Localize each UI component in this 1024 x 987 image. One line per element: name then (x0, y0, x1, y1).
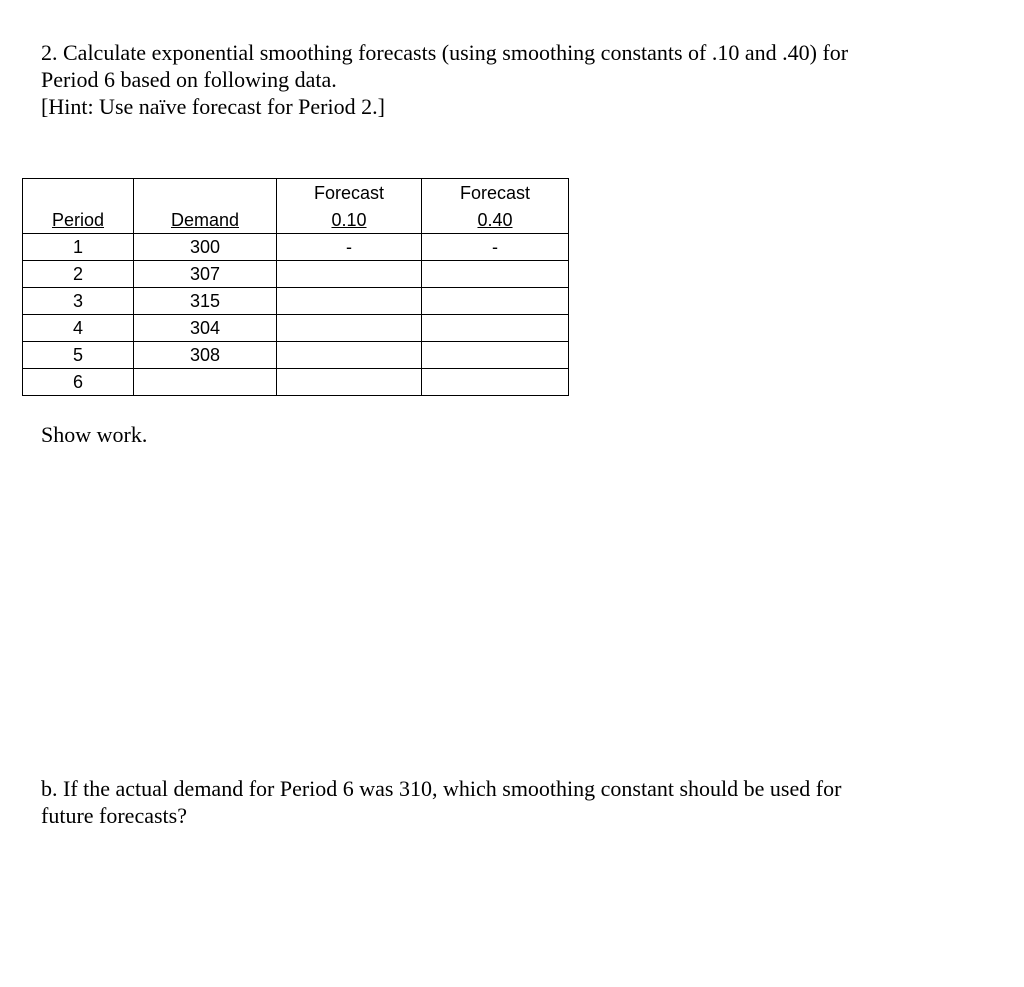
forecast-040-cell (422, 288, 569, 315)
header-top-cell (23, 179, 134, 208)
forecast-040-cell (422, 369, 569, 396)
question-text (41, 39, 1001, 120)
header-alpha-010: 0.10 (277, 207, 422, 234)
table-row (23, 369, 569, 396)
period-cell: 3 (23, 288, 134, 315)
question-line-1: 2. Calculate exponential smoothing forecasts (using smoothing constants of .10 and .40) for (41, 40, 849, 65)
table-row (23, 288, 569, 315)
table-row (23, 342, 569, 369)
header-period: Period (23, 207, 134, 234)
header-top-cell (134, 179, 277, 208)
demand-table (22, 178, 569, 396)
part-b-line-2: future forecasts? (41, 803, 187, 828)
demand-cell: 300 (134, 234, 277, 261)
question-hint: [Hint: Use naïve forecast for Period 2.] (41, 94, 385, 119)
table-row (23, 315, 569, 342)
table-header-top (23, 179, 569, 208)
forecast-040-cell: - (422, 234, 569, 261)
header-forecast-040-top: Forecast (422, 179, 569, 208)
period-cell: 5 (23, 342, 134, 369)
period-cell: 2 (23, 261, 134, 288)
period-cell: 6 (23, 369, 134, 396)
demand-cell: 304 (134, 315, 277, 342)
header-forecast-010-top: Forecast (277, 179, 422, 208)
forecast-040-cell (422, 315, 569, 342)
forecast-010-cell (277, 315, 422, 342)
demand-cell: 307 (134, 261, 277, 288)
forecast-010-cell: - (277, 234, 422, 261)
demand-cell: 315 (134, 288, 277, 315)
demand-cell: 308 (134, 342, 277, 369)
header-demand: Demand (134, 207, 277, 234)
forecast-010-cell (277, 261, 422, 288)
question-line-2: Period 6 based on following data. (41, 67, 337, 92)
table-row (23, 261, 569, 288)
header-alpha-040: 0.40 (422, 207, 569, 234)
period-cell: 4 (23, 315, 134, 342)
forecast-040-cell (422, 342, 569, 369)
period-cell: 1 (23, 234, 134, 261)
forecast-010-cell (277, 342, 422, 369)
part-b-line-1: b. If the actual demand for Period 6 was 310, which smoothing constant should be used for (41, 776, 842, 801)
forecast-040-cell (422, 261, 569, 288)
forecast-010-cell (277, 288, 422, 315)
forecast-010-cell (277, 369, 422, 396)
part-b-question (41, 775, 1001, 829)
show-work-label: Show work. (41, 422, 148, 447)
table-header-bottom (23, 207, 569, 234)
table-row (23, 234, 569, 261)
demand-cell (134, 369, 277, 396)
